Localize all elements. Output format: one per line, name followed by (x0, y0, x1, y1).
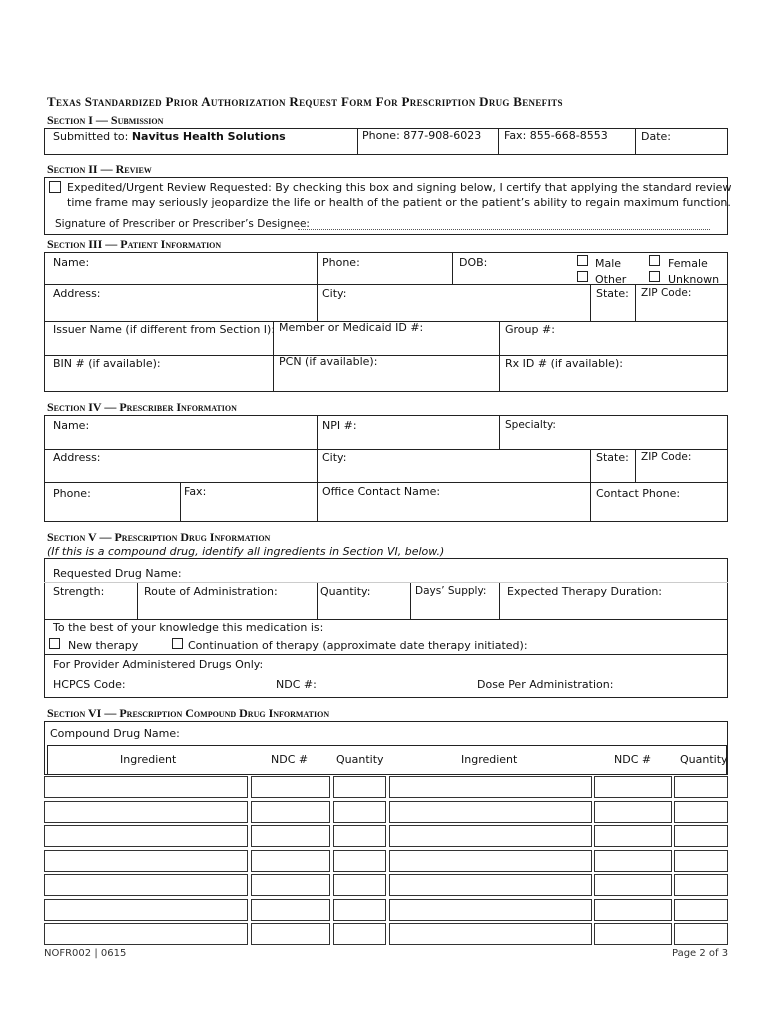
compound-cell-r7-c6[interactable] (674, 923, 728, 945)
expedited-text-2: time frame may seriously jeopardize the life or health of the patient or the patient’s ability to regain maximum function. (67, 196, 731, 209)
compound-cell-r5-c1[interactable] (44, 874, 248, 896)
compound-cell-r6-c3[interactable] (333, 899, 386, 921)
prescriber-phone-field[interactable]: Phone: (53, 487, 91, 500)
section-3-heading: Section III — Patient Information (47, 237, 222, 251)
compound-drug-name-field[interactable]: Compound Drug Name: (50, 727, 180, 740)
prescriber-zip-field[interactable]: ZIP Code: (641, 451, 692, 463)
requested-drug-field[interactable]: Requested Drug Name: (53, 567, 182, 580)
submission-phone: Phone: 877-908-6023 (362, 129, 482, 142)
compound-cell-r1-c5[interactable] (594, 776, 672, 798)
prescriber-fax-field[interactable]: Fax: (184, 485, 207, 498)
patient-state-field[interactable]: State: (596, 287, 629, 300)
col-ndc-1: NDC # (271, 753, 309, 766)
signature-line[interactable] (298, 229, 710, 230)
office-contact-field[interactable]: Office Contact Name: (322, 485, 441, 498)
section-4-heading: Section IV — Prescriber Information (47, 400, 237, 414)
compound-cell-r1-c6[interactable] (674, 776, 728, 798)
expedited-text-1: Expedited/Urgent Review Requested: By checking this box and signing below, I certify that applying the standard review (67, 181, 732, 194)
compound-cell-r2-c1[interactable] (44, 801, 248, 823)
prescriber-info-box (44, 415, 728, 522)
form-code: NOFR002 | 0615 (44, 948, 127, 959)
patient-address-field[interactable]: Address: (53, 287, 101, 300)
compound-cell-r4-c4[interactable] (389, 850, 592, 872)
col-quantity-2: Quantity (680, 753, 728, 766)
member-id-field[interactable]: Member or Medicaid ID #: (279, 321, 424, 334)
compound-cell-r6-c6[interactable] (674, 899, 728, 921)
compound-cell-r3-c5[interactable] (594, 825, 672, 847)
compound-cell-r2-c3[interactable] (333, 801, 386, 823)
route-field[interactable]: Route of Administration: (144, 585, 278, 598)
prescriber-specialty-field[interactable]: Specialty: (505, 419, 556, 431)
other-label: Other (595, 273, 627, 286)
dose-field[interactable]: Dose Per Administration: (477, 678, 614, 691)
prescriber-city-field[interactable]: City: (322, 451, 347, 464)
compound-cell-r4-c1[interactable] (44, 850, 248, 872)
compound-cell-r1-c2[interactable] (251, 776, 330, 798)
group-field[interactable]: Group #: (505, 323, 555, 336)
male-checkbox[interactable] (577, 255, 588, 266)
unknown-checkbox[interactable] (649, 271, 660, 282)
col-quantity-1: Quantity (336, 753, 384, 766)
unknown-label: Unknown (668, 273, 720, 286)
pcn-field[interactable]: PCN (if available): (279, 355, 378, 368)
compound-note: (If this is a compound drug, identify all ingredients in Section VI, below.) (47, 545, 445, 558)
compound-cell-r3-c2[interactable] (251, 825, 330, 847)
continuation-checkbox[interactable] (172, 638, 183, 649)
section-5-heading: Section V — Prescription Drug Information (47, 530, 271, 544)
patient-city-field[interactable]: City: (322, 287, 347, 300)
submitted-label: Submitted to: (53, 130, 129, 143)
compound-cell-r3-c6[interactable] (674, 825, 728, 847)
female-label: Female (668, 257, 708, 270)
expedited-review-checkbox[interactable] (49, 181, 61, 193)
issuer-name-field[interactable]: Issuer Name (if different from Section I): (53, 323, 276, 336)
compound-cell-r6-c5[interactable] (594, 899, 672, 921)
signature-label: Signature of Prescriber or Prescriber’s Designee: (55, 218, 310, 230)
continuation-label: Continuation of therapy (approximate date therapy initiated): (188, 639, 528, 652)
compound-cell-r5-c6[interactable] (674, 874, 728, 896)
compound-cell-r6-c4[interactable] (389, 899, 592, 921)
compound-cell-r2-c6[interactable] (674, 801, 728, 823)
compound-cell-r2-c4[interactable] (389, 801, 592, 823)
patient-name-field[interactable]: Name: (53, 256, 90, 269)
new-therapy-label: New therapy (68, 639, 139, 652)
prescriber-state-field[interactable]: State: (596, 451, 629, 464)
form-title: Texas Standardized Prior Authorization Request Form For Prescription Drug Benefits (47, 94, 563, 109)
submitted-value: Navitus Health Solutions (131, 130, 286, 143)
compound-cell-r2-c2[interactable] (251, 801, 330, 823)
new-therapy-checkbox[interactable] (49, 638, 60, 649)
compound-cell-r1-c4[interactable] (389, 776, 592, 798)
submission-fax: Fax: 855-668-8553 (504, 129, 608, 142)
ndc-field[interactable]: NDC #: (276, 678, 317, 691)
compound-cell-r5-c4[interactable] (389, 874, 592, 896)
col-ndc-2: NDC # (614, 753, 652, 766)
compound-cell-r7-c1[interactable] (44, 923, 248, 945)
provider-admin-label: For Provider Administered Drugs Only: (53, 658, 264, 671)
other-checkbox[interactable] (577, 271, 588, 282)
compound-cell-r7-c4[interactable] (389, 923, 592, 945)
strength-field[interactable]: Strength: (53, 585, 105, 598)
col-ingredient-2: Ingredient (461, 753, 518, 766)
compound-cell-r1-c3[interactable] (333, 776, 386, 798)
quantity-field[interactable]: Quantity: (320, 585, 371, 598)
submitted-to (53, 130, 286, 143)
therapy-duration-field[interactable]: Expected Therapy Duration: (507, 585, 663, 598)
days-supply-field[interactable]: Days’ Supply: (415, 585, 487, 597)
prescriber-name-field[interactable]: Name: (53, 419, 90, 432)
compound-cell-r6-c1[interactable] (44, 899, 248, 921)
col-ingredient-1: Ingredient (120, 753, 177, 766)
section-1-heading: Section I — Submission (47, 113, 164, 127)
compound-cell-r5-c5[interactable] (594, 874, 672, 896)
bin-field[interactable]: BIN # (if available): (53, 357, 161, 370)
female-checkbox[interactable] (649, 255, 660, 266)
rxid-field[interactable]: Rx ID # (if available): (505, 357, 623, 370)
compound-cell-r3-c3[interactable] (333, 825, 386, 847)
patient-phone-field[interactable]: Phone: (322, 256, 360, 269)
patient-zip-field[interactable]: ZIP Code: (641, 287, 692, 299)
page-number: Page 2 of 3 (672, 948, 729, 959)
compound-cell-r2-c5[interactable] (594, 801, 672, 823)
male-label: Male (595, 257, 622, 270)
section-6-heading: Section VI — Prescription Compound Drug Information (47, 706, 330, 720)
compound-cell-r7-c2[interactable] (251, 923, 330, 945)
compound-cell-r3-c1[interactable] (44, 825, 248, 847)
compound-cell-r1-c1[interactable] (44, 776, 248, 798)
compound-cell-r4-c6[interactable] (674, 850, 728, 872)
compound-cell-r7-c5[interactable] (594, 923, 672, 945)
prescriber-npi-field[interactable]: NPI #: (322, 419, 357, 432)
compound-cell-r5-c3[interactable] (333, 874, 386, 896)
compound-cell-r4-c5[interactable] (594, 850, 672, 872)
contact-phone-field[interactable]: Contact Phone: (596, 487, 681, 500)
compound-cell-r4-c2[interactable] (251, 850, 330, 872)
compound-cell-r7-c3[interactable] (333, 923, 386, 945)
submission-date-field[interactable]: Date: (641, 130, 671, 143)
compound-cell-r5-c2[interactable] (251, 874, 330, 896)
hcpcs-field[interactable]: HCPCS Code: (53, 678, 126, 691)
compound-cell-r6-c2[interactable] (251, 899, 330, 921)
patient-dob-field[interactable]: DOB: (459, 256, 488, 269)
prescriber-address-field[interactable]: Address: (53, 451, 101, 464)
compound-cell-r3-c4[interactable] (389, 825, 592, 847)
section-2-heading: Section II — Review (47, 162, 152, 176)
compound-cell-r4-c3[interactable] (333, 850, 386, 872)
knowledge-label: To the best of your knowledge this medication is: (53, 621, 324, 634)
